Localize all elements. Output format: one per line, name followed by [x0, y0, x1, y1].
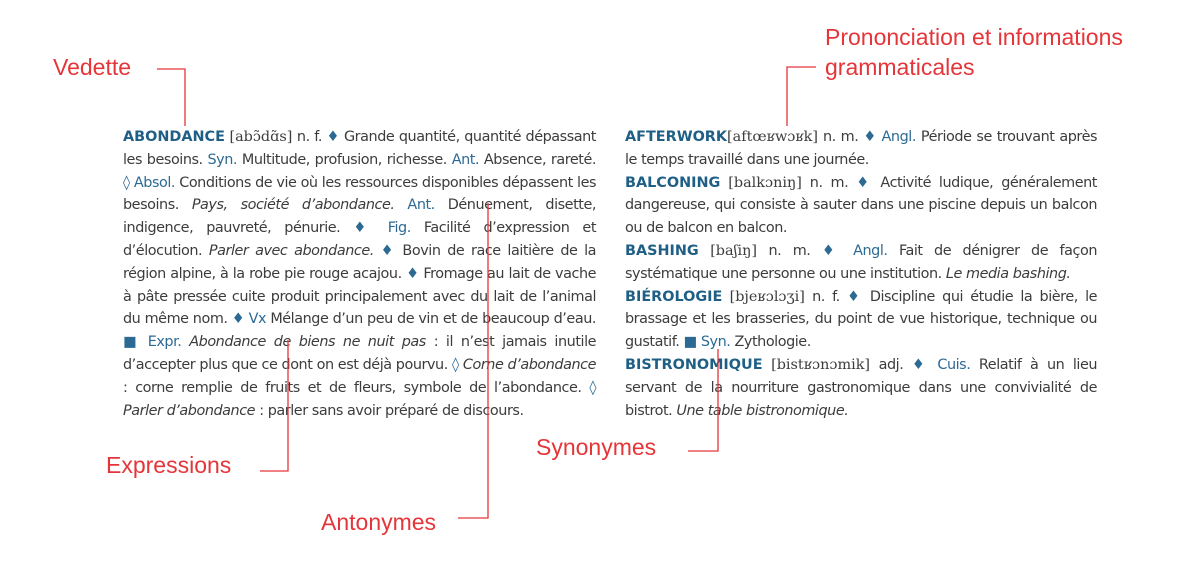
- absol-tag: Absol.: [133, 174, 176, 191]
- diamond-icon: ♦: [353, 220, 375, 237]
- headword: ABONDANCE: [123, 129, 225, 145]
- leader-line-prononciation: [787, 67, 816, 126]
- callout-prononciation-line1: Prononciation et informations: [825, 24, 1123, 50]
- diamond-icon: ♦: [863, 129, 877, 145]
- synonym-tag: Syn.: [207, 151, 238, 168]
- figure-text: Facilité d’expression et d’élocution.: [123, 220, 597, 259]
- callout-prononciation-line2: grammaticales: [825, 54, 975, 80]
- diamond-icon: ♦: [911, 356, 929, 373]
- definition: Activité ludique, généralement dangereuse, qui consiste à sauter dans une piscine depuis un balcon ou de balcon en balcon.: [625, 174, 1097, 237]
- leader-line-vedette: [157, 69, 185, 126]
- expression-definition: : parler sans avoir préparé de discours.: [259, 402, 524, 419]
- pronunciation: [aftœʁwɔʁk]: [727, 129, 819, 145]
- diamond-icon: ♦: [821, 242, 842, 259]
- archaic-tag: Vx: [248, 311, 267, 328]
- square-icon: ■: [123, 334, 140, 351]
- grammar-info: n. f.: [296, 129, 322, 145]
- callout-expressions: Expressions: [106, 452, 232, 478]
- antonym-tag: Ant.: [451, 151, 480, 168]
- example: Parler avec abondance.: [208, 242, 374, 259]
- definition: Relatif à un lieu servant de la nourriture gastronomique dans une convivialité de bistrot.: [625, 356, 1098, 419]
- synonym-text: Zythologie.: [734, 334, 811, 351]
- diamond-icon: ♦: [326, 129, 340, 145]
- pronunciation: [balkɔniŋ]: [728, 174, 802, 191]
- entry-afterwork: [625, 126, 1097, 172]
- pronunciation: [bistʁɔnɔmik]: [771, 356, 871, 373]
- callout-prononciation: [825, 22, 1123, 82]
- expression: Corne d’abondance: [462, 356, 597, 373]
- archaic-text: Mélange d’un peu de vin et de beaucoup d’eau.: [270, 311, 596, 328]
- expression-definition: : il n’est jamais inutile d’accepter plus que ce dont on est déjà pourvu.: [123, 334, 597, 373]
- example: Pays, société d’abondance.: [191, 197, 395, 214]
- diamond-icon: ♦: [847, 288, 863, 305]
- usage-tag: Angl.: [853, 242, 888, 259]
- callout-synonymes: Synonymes: [536, 434, 657, 460]
- lozenge-icon: ◊: [589, 379, 596, 396]
- lozenge-icon: ◊: [452, 356, 459, 373]
- synonym-tag: Syn.: [700, 334, 731, 351]
- expression-definition: : corne remplie de fruits et de fleurs, symbole de l’abondance.: [123, 379, 582, 396]
- antonym-text: Absence, rareté.: [483, 151, 596, 168]
- callout-antonymes: Antonymes: [321, 509, 437, 535]
- example: Le media bashing.: [945, 265, 1071, 282]
- usage-tag: Angl.: [881, 129, 916, 145]
- definition: Grande quantité, quantité dépassant les besoins.: [123, 129, 597, 168]
- entry-bashing: [625, 240, 1097, 286]
- entry-bierologie: [625, 286, 1097, 354]
- entry-bistronomique: [625, 354, 1097, 422]
- pronunciation: [bjeʁɔlɔʒi]: [729, 288, 805, 305]
- diamond-icon: ♦: [231, 311, 245, 328]
- callout-vedette: Vedette: [53, 54, 132, 80]
- grammar-info: n. m.: [809, 174, 849, 191]
- grammar-info: adj.: [878, 356, 904, 373]
- headword: BIÉROLOGIE: [625, 288, 723, 305]
- example: Une table bistronomique.: [676, 402, 849, 419]
- headword: BALCONING: [625, 174, 721, 191]
- expression: Parler d’abondance: [123, 402, 256, 419]
- definition: Période se trouvant après le temps travaillé dans une journée.: [625, 129, 1098, 168]
- left-column: [123, 126, 596, 422]
- headword: BISTRONOMIQUE: [625, 356, 763, 373]
- square-icon: ■: [683, 334, 697, 351]
- definition: Fait de dénigrer de façon systématique une personne ou une institution.: [625, 242, 1098, 282]
- grammar-info: n. f.: [812, 288, 840, 305]
- grammar-info: n. m.: [822, 129, 859, 145]
- lozenge-icon: ◊: [123, 174, 130, 191]
- antonym-text: Dénuement, disette, indigence, pauvreté, pénurie.: [123, 197, 596, 237]
- definition: Bovin de race laitière de la région alpine, à la robe pie rouge acajou.: [123, 242, 597, 282]
- entry-abondance: [123, 126, 596, 422]
- entry-balconing: [625, 172, 1097, 240]
- headword: BASHING: [625, 242, 699, 259]
- diamond-icon: ♦: [406, 265, 419, 282]
- antonym-tag: Ant.: [407, 197, 435, 214]
- pronunciation: [baʃiŋ]: [710, 242, 757, 259]
- expression-tag: Expr.: [147, 334, 182, 351]
- figure-tag: Fig.: [387, 220, 411, 237]
- diamond-icon: ♦: [380, 242, 396, 259]
- synonym-text: Multitude, profusion, richesse.: [241, 151, 447, 168]
- expression: Abondance de biens ne nuit pas: [189, 334, 426, 351]
- diamond-icon: ♦: [856, 174, 873, 191]
- right-column: [625, 126, 1097, 422]
- definition: Discipline qui étudie la bière, le brassage et les brasseries, du point de vue historique, technique ou gustatif.: [625, 288, 1098, 351]
- absol-text: Conditions de vie où les ressources disponibles dépassent les besoins.: [123, 174, 597, 214]
- headword: AFTERWORK: [625, 129, 728, 145]
- definition: Fromage au lait de vache à pâte pressée cuite produit principalement avec du lait de l’animal du même nom.: [123, 265, 597, 328]
- usage-tag: Cuis.: [937, 356, 971, 373]
- pronunciation: [abɔ̃dɑ̃s]: [229, 129, 293, 145]
- grammar-info: n. m.: [768, 242, 811, 259]
